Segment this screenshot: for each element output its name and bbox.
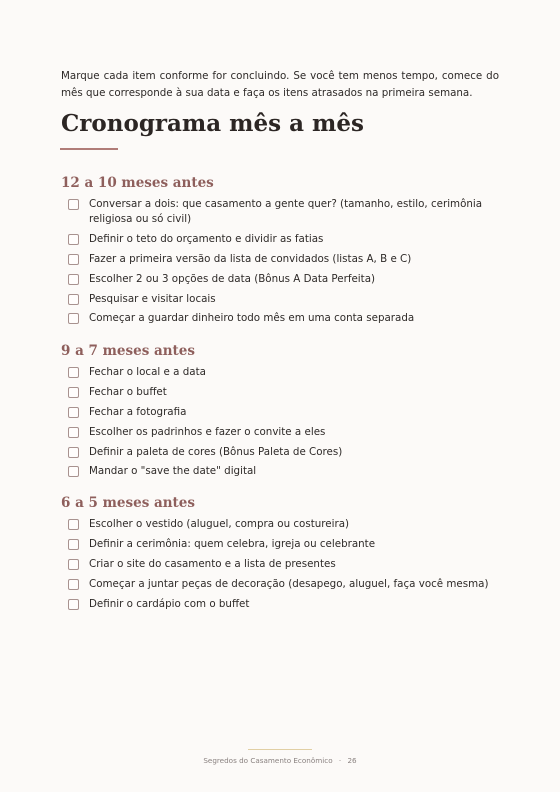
page-number: 26 <box>347 756 357 765</box>
checkbox-icon[interactable] <box>68 387 79 398</box>
checklist-item <box>61 577 501 592</box>
checklist-item <box>61 197 501 227</box>
checklist-item <box>61 232 501 247</box>
item-label: Definir o teto do orçamento e dividir as fatias <box>89 232 324 245</box>
checkbox-icon[interactable] <box>68 599 79 610</box>
item-label: Mandar o "save the date" digital <box>89 465 257 478</box>
checklist-item <box>61 311 501 326</box>
item-label: Definir o cardápio com o buffet <box>89 597 250 610</box>
item-label: Criar o site do casamento e a lista de presentes <box>89 557 336 570</box>
checklist <box>61 517 501 612</box>
item-label: Conversar a dois: que casamento a gente quer? (tamanho, estilo, cerimônia religiosa ou só civil) <box>89 198 483 225</box>
page-title: Cronograma mês a mês <box>61 110 364 137</box>
checklist-item <box>61 425 501 440</box>
checkbox-icon[interactable] <box>68 294 79 305</box>
checklist <box>61 365 501 479</box>
checklist-item <box>61 272 501 287</box>
checkbox-icon[interactable] <box>68 559 79 570</box>
checklist-item <box>61 445 501 460</box>
checkbox-icon[interactable] <box>68 313 79 324</box>
item-label: Fazer a primeira versão da lista de convidados (listas A, B e C) <box>89 252 412 265</box>
checkbox-icon[interactable] <box>68 274 79 285</box>
checkbox-icon[interactable] <box>68 367 79 378</box>
checklist-item <box>61 385 501 400</box>
page-footer <box>0 756 560 765</box>
checkbox-icon[interactable] <box>68 254 79 265</box>
item-label: Fechar a fotografia <box>89 405 187 418</box>
checkbox-icon[interactable] <box>68 234 79 245</box>
section-9-7-months <box>61 343 501 484</box>
checkbox-icon[interactable] <box>68 579 79 590</box>
checklist-item <box>61 405 501 420</box>
item-label: Escolher o vestido (aluguel, compra ou costureira) <box>89 518 350 530</box>
checkbox-icon[interactable] <box>68 519 79 530</box>
checklist-item <box>61 464 501 479</box>
checklist-item <box>61 597 501 612</box>
footer-separator: · <box>338 756 342 765</box>
checklist-item <box>61 537 501 552</box>
checkbox-icon[interactable] <box>68 199 79 210</box>
footer-divider <box>248 749 312 750</box>
checkbox-icon[interactable] <box>68 466 79 477</box>
title-underline <box>60 148 118 150</box>
item-label: Começar a juntar peças de decoração (desapego, aluguel, faça você mesma) <box>89 577 489 590</box>
item-label: Escolher os padrinhos e fazer o convite a eles <box>89 425 326 438</box>
checkbox-icon[interactable] <box>68 447 79 458</box>
section-6-5-months <box>61 495 501 616</box>
checklist-item <box>61 517 501 532</box>
checkbox-icon[interactable] <box>68 407 79 418</box>
checklist-item <box>61 365 501 380</box>
item-label: Fechar o buffet <box>89 385 167 398</box>
item-label: Começar a guardar dinheiro todo mês em uma conta separada <box>89 312 415 325</box>
checklist-item <box>61 292 501 307</box>
item-label: Fechar o local e a data <box>89 366 206 378</box>
section-12-10-months <box>61 175 501 331</box>
checklist <box>61 197 501 326</box>
item-label: Escolher 2 ou 3 opções de data (Bônus A Data Perfeita) <box>89 272 376 285</box>
checklist-item <box>61 252 501 267</box>
intro-paragraph: Marque cada item conforme for concluindo. Se você tem menos tempo, comece do mês que corresponde à sua data e faça os itens atrasados na primeira semana. <box>61 70 499 100</box>
checklist-item <box>61 557 501 572</box>
item-label: Definir a cerimônia: quem celebra, igreja ou celebrante <box>89 537 376 550</box>
item-label: Definir a paleta de cores (Bônus Paleta de Cores) <box>89 445 343 458</box>
checkbox-icon[interactable] <box>68 427 79 438</box>
section-title: 9 a 7 meses antes <box>61 343 195 359</box>
item-label: Pesquisar e visitar locais <box>89 292 216 305</box>
checkbox-icon[interactable] <box>68 539 79 550</box>
section-title: 6 a 5 meses antes <box>61 495 195 511</box>
footer-book-title: Segredos do Casamento Econômico <box>203 756 333 765</box>
section-title: 12 a 10 meses antes <box>61 175 214 191</box>
